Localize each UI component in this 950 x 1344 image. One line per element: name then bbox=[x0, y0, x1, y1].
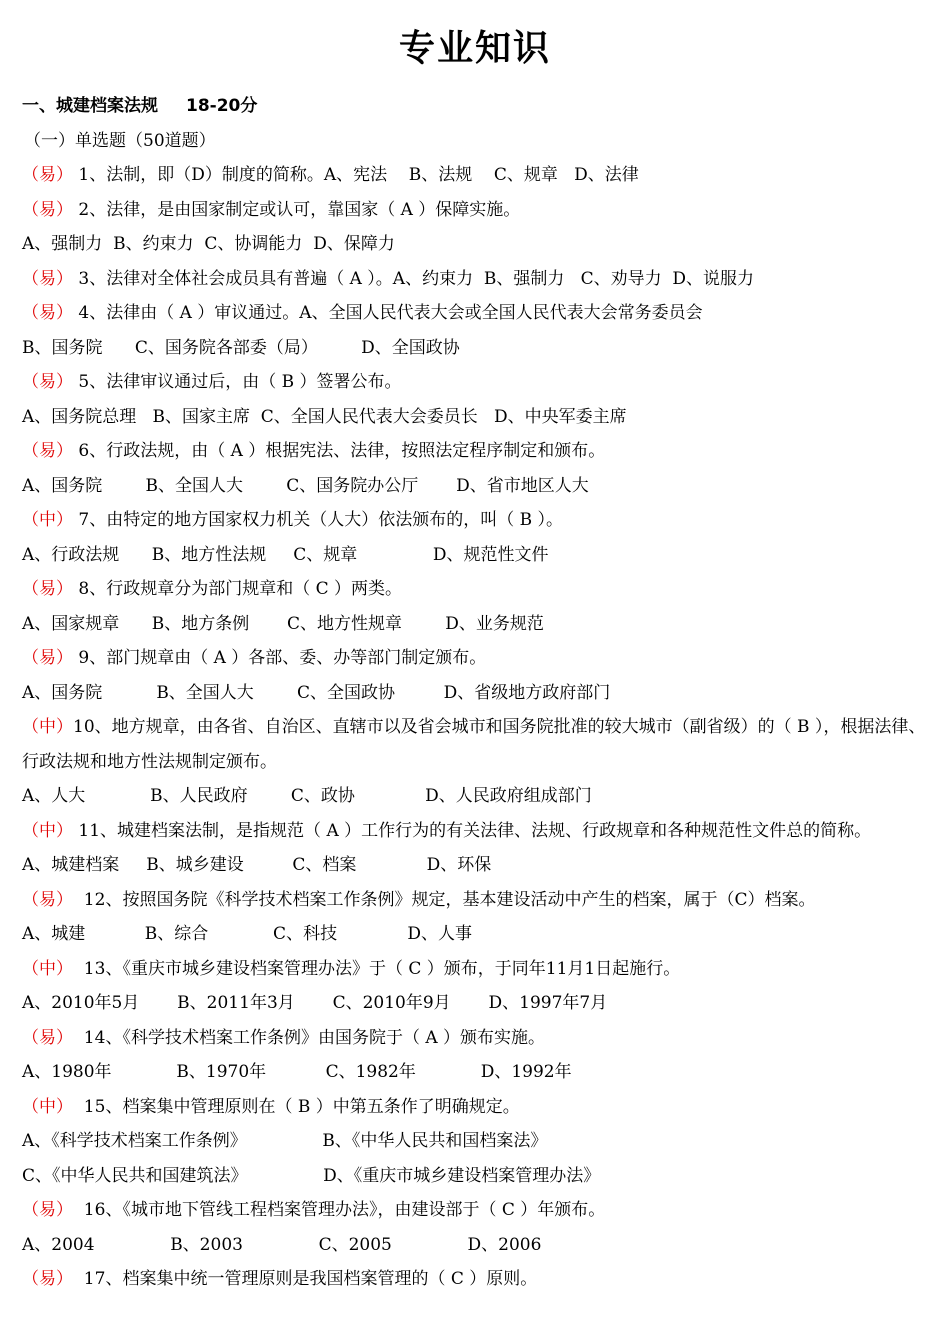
options-line bbox=[22, 469, 942, 504]
options-line bbox=[22, 1159, 942, 1194]
question-line bbox=[22, 952, 942, 987]
options-line bbox=[22, 917, 942, 952]
question-text: 12、按照国务院《科学技术档案工作条例》规定，基本建设活动中产生的档案，属于（C）档案。 bbox=[73, 889, 816, 910]
question-text: 10、地方规章，由各省、自治区、直辖市以及省会城市和国务院批准的较大城市（副省级）的（ B ），根据法律、行政法规和地方性法规制定颁布。 bbox=[22, 717, 926, 772]
section-score: 18-20分 bbox=[186, 96, 258, 116]
question-text: 5、法律审议通过后，由（ B ）签署公布。 bbox=[73, 372, 402, 392]
options-text: A、国务院 B、全国人大 C、国务院办公厅 D、省市地区人大 bbox=[22, 475, 589, 496]
question-line bbox=[22, 158, 942, 193]
difficulty-tag: （易） bbox=[22, 165, 73, 185]
question-line bbox=[22, 710, 942, 779]
question-line bbox=[22, 641, 942, 676]
question-text: 4、法律由（ A ）审议通过。A、全国人民代表大会或全国人民代表大会常务委员会 bbox=[73, 303, 703, 323]
options-text: A、行政法规 B、地方性法规 C、规章 D、规范性文件 bbox=[22, 544, 549, 565]
question-text: 1、法制，即（D）制度的简称。A、宪法 B、法规 C、规章 D、法律 bbox=[73, 165, 639, 185]
options-line bbox=[22, 607, 942, 642]
options-text: A、2004 B、2003 C、2005 D、2006 bbox=[22, 1234, 542, 1255]
options-text: A、国务院总理 B、国家主席 C、全国人民代表大会委员长 D、中央军委主席 bbox=[22, 406, 627, 427]
difficulty-tag: （易） bbox=[22, 1200, 73, 1220]
difficulty-tag: （易） bbox=[22, 199, 73, 220]
question-text: 7、由特定的地方国家权力机关（人大）依法颁布的，叫（ B ）。 bbox=[73, 510, 564, 530]
question-text: 13、《重庆市城乡建设档案管理办法》于（ C ）颁布，于同年11月1日起施行。 bbox=[73, 958, 681, 979]
options-text: A、2010年5月 B、2011年3月 C、2010年9月 D、1997年7月 bbox=[22, 993, 608, 1013]
options-line bbox=[22, 331, 942, 366]
options-text: A、城建 B、综合 C、科技 D、人事 bbox=[22, 924, 472, 944]
difficulty-tag: （中） bbox=[22, 820, 73, 841]
question-line bbox=[22, 1262, 942, 1297]
question-text: 2、法律，是由国家制定或认可，靠国家（ A ）保障实施。 bbox=[73, 199, 521, 220]
question-text: 17、档案集中统一管理原则是我国档案管理的（ C ）原则。 bbox=[73, 1269, 538, 1289]
question-line bbox=[22, 883, 942, 918]
options-line bbox=[22, 1228, 942, 1263]
question-text: 3、法律对全体社会成员具有普遍（ A ）。A、约束力 B、强制力 C、劝导力 D、说服力 bbox=[73, 268, 755, 289]
question-line bbox=[22, 503, 942, 538]
question-list bbox=[22, 158, 942, 1297]
question-line bbox=[22, 365, 942, 400]
question-line bbox=[22, 572, 942, 607]
question-text: 14、《科学技术档案工作条例》由国务院于（ A ）颁布实施。 bbox=[73, 1027, 546, 1048]
options-text: A、《科学技术档案工作条例》 B、《中华人民共和国档案法》 bbox=[22, 1131, 548, 1151]
question-line bbox=[22, 1021, 942, 1056]
question-text: 11、城建档案法制，是指规范（ A ）工作行为的有关法律、法规、行政规章和各种规范性文件总的简称。 bbox=[73, 820, 872, 841]
difficulty-tag: （易） bbox=[22, 303, 73, 323]
options-line bbox=[22, 538, 942, 573]
question-line bbox=[22, 296, 942, 331]
difficulty-tag: （易） bbox=[22, 268, 73, 289]
question-line bbox=[22, 434, 942, 469]
subsection-heading: （一）单选题（50道题） bbox=[24, 131, 216, 151]
question-text: 9、部门规章由（ A ）各部、委、办等部门制定颁布。 bbox=[73, 648, 487, 668]
options-text: A、国家规章 B、地方条例 C、地方性规章 D、业务规范 bbox=[22, 613, 544, 634]
options-line bbox=[22, 1055, 942, 1090]
options-line bbox=[22, 676, 942, 711]
options-text: B、国务院 C、国务院各部委（局） D、全国政协 bbox=[22, 337, 460, 358]
question-line bbox=[22, 1090, 942, 1125]
options-line bbox=[22, 1124, 942, 1159]
options-text: A、人大 B、人民政府 C、政协 D、人民政府组成部门 bbox=[22, 786, 592, 806]
options-text: A、城建档案 B、城乡建设 C、档案 D、环保 bbox=[22, 855, 492, 875]
options-line bbox=[22, 779, 942, 814]
difficulty-tag: （易） bbox=[22, 889, 73, 910]
difficulty-tag: （易） bbox=[22, 441, 73, 461]
options-text: A、1980年 B、1970年 C、1982年 D、1992年 bbox=[22, 1062, 572, 1082]
difficulty-tag: （中） bbox=[22, 1096, 73, 1117]
difficulty-tag: （易） bbox=[22, 648, 73, 668]
difficulty-tag: （易） bbox=[22, 579, 73, 599]
question-text: 15、档案集中管理原则在（ B ）中第五条作了明确规定。 bbox=[73, 1096, 520, 1117]
question-line bbox=[22, 193, 942, 228]
question-line bbox=[22, 814, 942, 849]
question-text: 8、行政规章分为部门规章和（ C ）两类。 bbox=[73, 579, 403, 599]
options-text: C、《中华人民共和国建筑法》 D、《重庆市城乡建设档案管理办法》 bbox=[22, 1165, 601, 1186]
page-title: 专业知识 bbox=[398, 28, 551, 69]
question-line bbox=[22, 1193, 942, 1228]
difficulty-tag: （中） bbox=[22, 510, 73, 530]
difficulty-tag: （易） bbox=[22, 1027, 73, 1048]
question-text: 6、行政法规，由（ A ）根据宪法、法律，按照法定程序制定和颁布。 bbox=[73, 441, 606, 461]
difficulty-tag: （易） bbox=[22, 372, 73, 392]
section-title: 一、城建档案法规 bbox=[22, 96, 158, 116]
difficulty-tag: （中） bbox=[22, 958, 73, 979]
question-line bbox=[22, 262, 942, 297]
section-heading bbox=[22, 92, 257, 120]
difficulty-tag: （中） bbox=[22, 717, 73, 737]
question-text: 16、《城市地下管线工程档案管理办法》，由建设部于（ C ）年颁布。 bbox=[73, 1200, 606, 1220]
options-line bbox=[22, 848, 942, 883]
options-text: A、强制力 B、约束力 C、协调能力 D、保障力 bbox=[22, 234, 395, 254]
options-line bbox=[22, 986, 942, 1021]
difficulty-tag: （易） bbox=[22, 1269, 73, 1289]
options-line bbox=[22, 227, 942, 262]
options-text: A、国务院 B、全国人大 C、全国政协 D、省级地方政府部门 bbox=[22, 682, 611, 703]
options-line bbox=[22, 400, 942, 435]
